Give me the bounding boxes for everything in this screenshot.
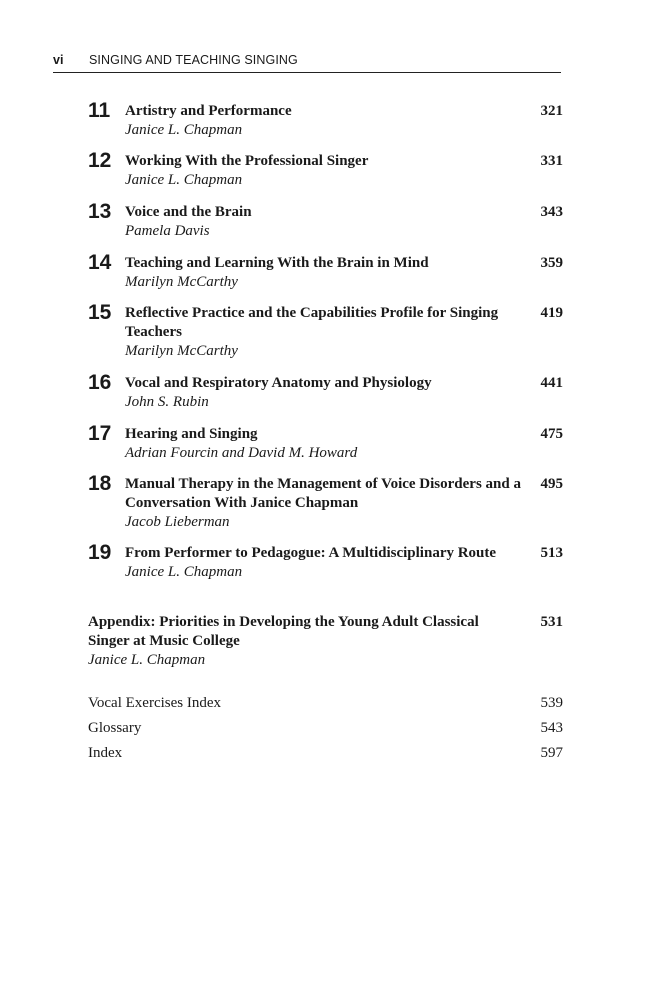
appendix-title: Appendix: Priorities in Developing the Young Adult Classical Singer at Music College [88, 614, 479, 649]
chapter-author: Marilyn McCarthy [125, 274, 238, 290]
chapter-title: Reflective Practice and the Capabilities Profile for Singing Teachers [125, 305, 499, 340]
chapter-page: 343 [540, 204, 563, 220]
page-header [53, 50, 561, 73]
chapter-page: 321 [540, 103, 563, 119]
appendix-entry [88, 613, 563, 670]
chapter-title: Hearing and Singing [125, 426, 258, 442]
back-matter-label: Vocal Exercises Index [88, 695, 222, 711]
chapter-title: From Performer to Pedagogue: A Multidisciplinary Route [125, 545, 497, 561]
chapter-title: Voice and the Brain [125, 204, 252, 220]
chapter-author: Jacob Lieberman [125, 514, 230, 530]
chapter-number: 19 [88, 541, 112, 564]
chapter-author: Janice L. Chapman [125, 122, 243, 138]
chapter-title: Artistry and Performance [125, 103, 292, 119]
chapter-number: 17 [88, 422, 112, 445]
chapter-page: 495 [540, 476, 563, 492]
chapter-author: John S. Rubin [125, 394, 209, 410]
back-matter-page: 543 [540, 720, 563, 736]
chapter-page: 359 [540, 255, 563, 271]
chapter-title: Vocal and Respiratory Anatomy and Physiology [125, 375, 432, 391]
running-head: SINGING AND TEACHING SINGING [89, 53, 298, 67]
chapter-number: 11 [88, 99, 111, 122]
folio: vi [53, 53, 64, 67]
chapter-page: 331 [540, 153, 563, 169]
chapter-number: 18 [88, 472, 112, 495]
chapter-page: 419 [540, 305, 563, 321]
chapter-page: 475 [540, 426, 563, 442]
appendix-author: Janice L. Chapman [88, 652, 206, 668]
back-matter-label: Index [88, 745, 123, 761]
back-matter-page: 597 [540, 745, 563, 761]
chapter-number: 14 [88, 251, 112, 274]
chapter-author: Adrian Fourcin and David M. Howard [125, 445, 358, 461]
chapter-author: Janice L. Chapman [125, 564, 243, 580]
back-matter-page: 539 [540, 695, 563, 711]
chapter-title: Teaching and Learning With the Brain in Mind [125, 255, 429, 271]
chapter-title: Manual Therapy in the Management of Voice Disorders and a Conversation With Janice Chapman [125, 476, 521, 511]
chapter-number: 12 [88, 149, 112, 172]
chapter-author: Marilyn McCarthy [125, 343, 238, 359]
appendix-page: 531 [540, 614, 563, 630]
chapter-page: 513 [540, 545, 563, 561]
chapter-page: 441 [540, 375, 563, 391]
chapter-author: Pamela Davis [125, 223, 210, 239]
chapter-number: 15 [88, 301, 112, 324]
chapter-author: Janice L. Chapman [125, 172, 243, 188]
chapter-number: 13 [88, 200, 112, 223]
back-matter-label: Glossary [88, 720, 142, 736]
chapter-title: Working With the Professional Singer [125, 153, 369, 169]
chapter-number: 16 [88, 371, 112, 394]
